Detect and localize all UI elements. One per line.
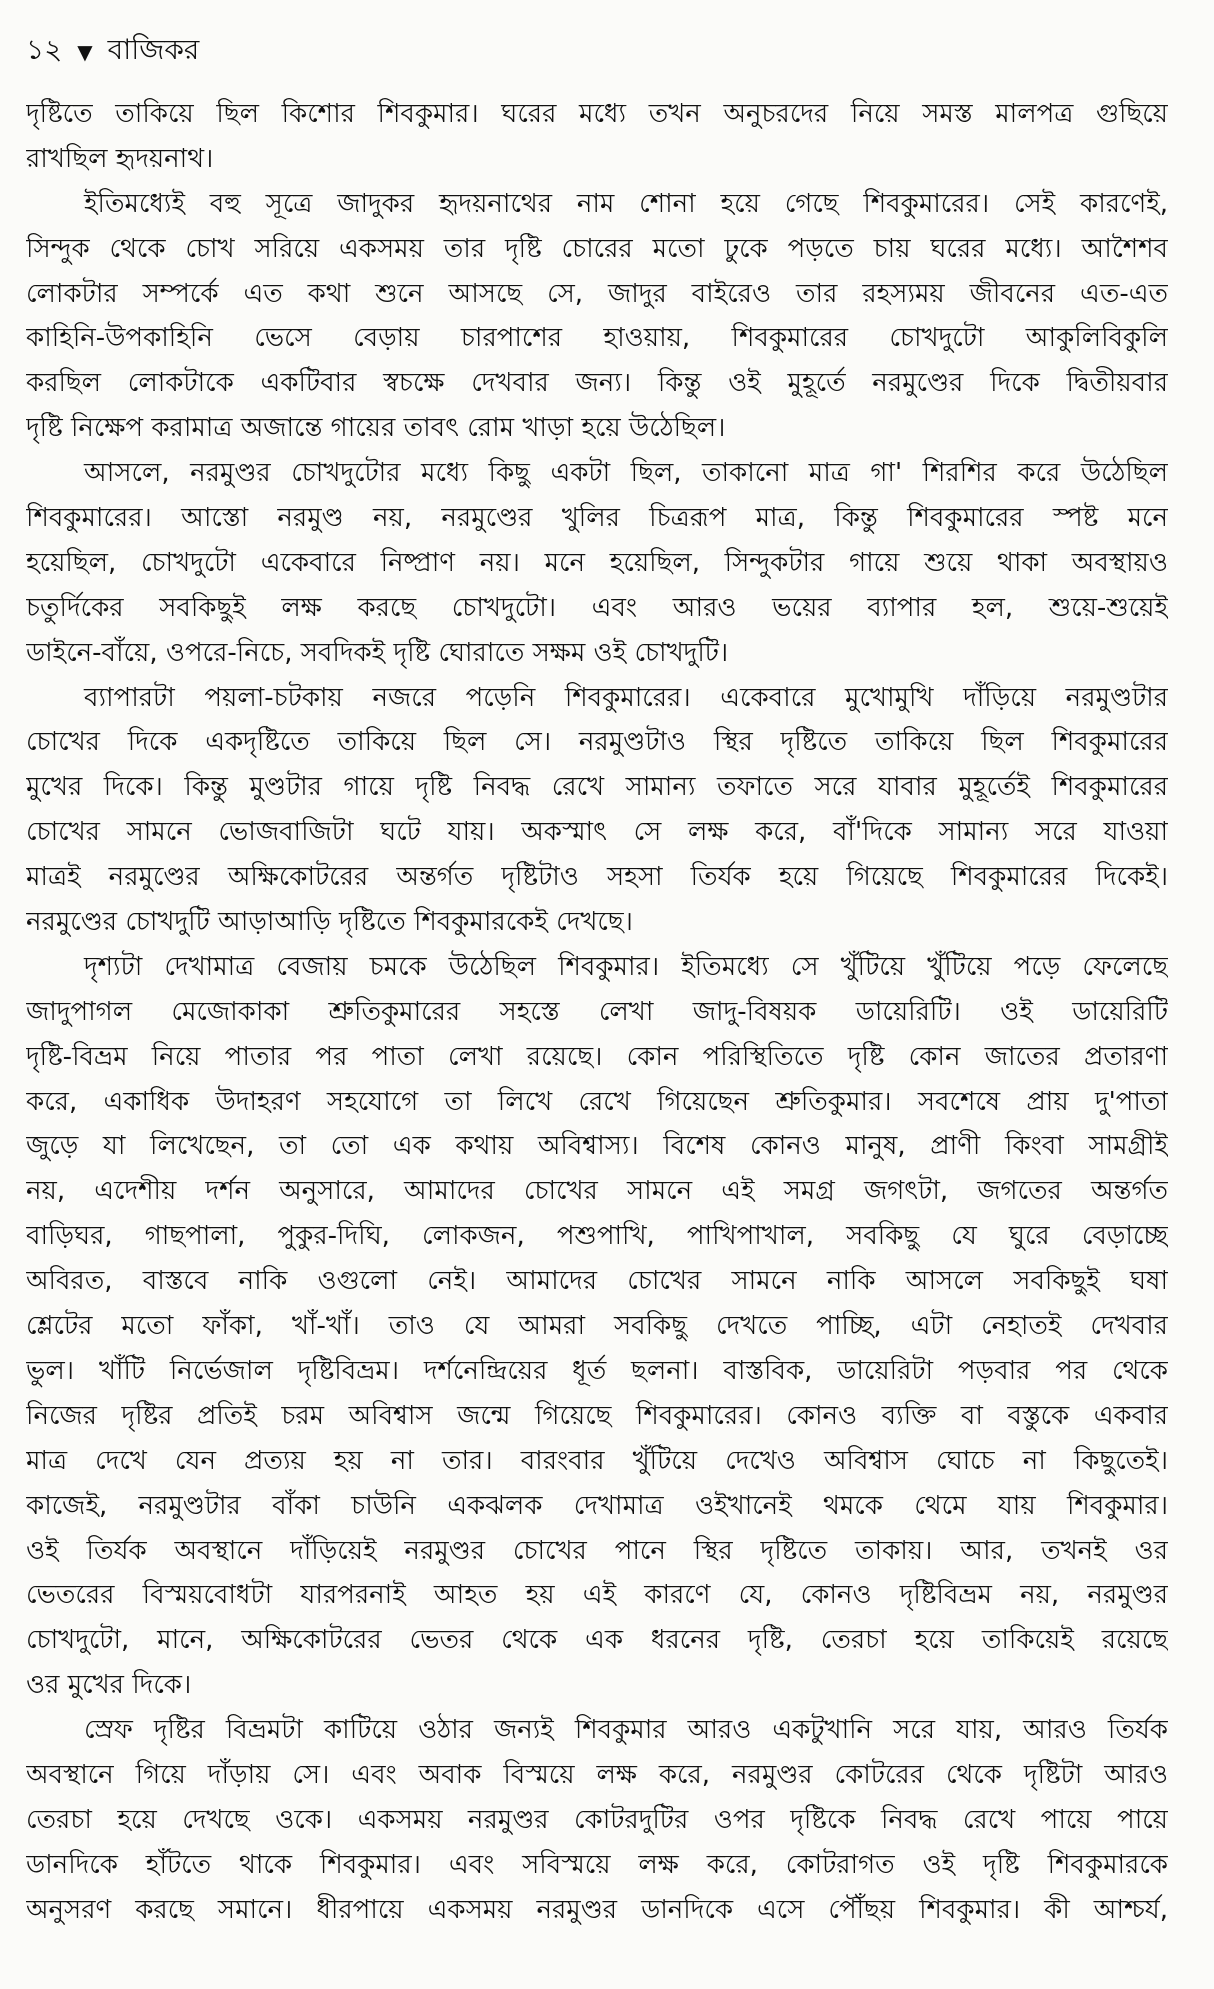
text-line: ব্যাপারটা পয়লা-চটকায় নজরে পড়েনি শিবকুমারের। একেবারে মুখোমুখি দাঁড়িয়ে নরমুণ্ডটার: [84, 682, 1168, 713]
text-line: কাহিনি-উপকাহিনি ভেসে বেড়ায় চারপাশের হাওয়ায়, শিবকুমারের চোখদুটো আকুলিবিকুলি: [26, 323, 1168, 354]
text-line: চোখের সামনে ভোজবাজিটা ঘটে যায়। অকস্মাৎ সে লক্ষ করে, বাঁ'দিকে সামান্য সরে যাওয়া: [26, 817, 1168, 848]
text-line: কাজেই, নরমুণ্ডটার বাঁকা চাউনি একঝলক দেখামাত্র ওইখানেই থমকে থেমে যায় শিবকুমার।: [26, 1490, 1168, 1521]
text-line: দৃশ্যটা দেখামাত্র বেজায় চমকে উঠেছিল শিবকুমার। ইতিমধ্যে সে খুঁটিয়ে খুঁটিয়ে পড়ে ফেলেছে: [84, 951, 1168, 982]
text-line: করছিল লোকটাকে একটিবার স্বচক্ষে দেখবার জন্য। কিন্তু ওই মুহূর্তে নরমুণ্ডের দিকে দ্বিতীয়বার: [26, 368, 1168, 399]
text-line: তেরচা হয়ে দেখছে ওকে। একসময় নরমুণ্ডর কোটরদুটির ওপর দৃষ্টিকে নিবদ্ধ রেখে পায়ে পায়ে: [26, 1804, 1168, 1835]
text-line: অবস্থানে গিয়ে দাঁড়ায় সে। এবং অবাক বিস্ময়ে লক্ষ করে, নরমুণ্ডর কোটরের থেকে দৃষ্টিটা আরও: [26, 1759, 1168, 1790]
text-line: জুড়ে যা লিখেছেন, তা তো এক কথায় অবিশ্বাস্য। বিশেষ কোনও মানুষ, প্রাণী কিংবা সামগ্রীই: [26, 1131, 1168, 1162]
page-number: ১২: [26, 33, 63, 66]
book-title: বাজিকর: [107, 33, 200, 66]
text-line: দৃষ্টি নিক্ষেপ করামাত্র অজান্তে গায়ের তাবৎ রোম খাড়া হয়ে উঠেছিল।: [26, 413, 726, 444]
text-line: রাখছিল হৃদয়নাথ।: [26, 143, 214, 174]
body-text: [26, 92, 1168, 1933]
text-line: অনুসরণ করছে সমানে। ধীরপায়ে একসময় নরমুণ্ডর ডানদিকে এসে পৌঁছয় শিবকুমার। কী আশ্চর্য,: [26, 1894, 1168, 1925]
text-line: আসলে, নরমুণ্ডর চোখদুটোর মধ্যে কিছু একটা ছিল, তাকানো মাত্র গা' শিরশির করে উঠেছিল: [84, 458, 1168, 489]
text-line: সিন্দুক থেকে চোখ সরিয়ে একসময় তার দৃষ্টি চোরের মতো ঢুকে পড়তে চায় ঘরের মধ্যে। আশৈশব: [26, 233, 1168, 264]
text-line: চতুর্দিকের সবকিছুই লক্ষ করছে চোখদুটো। এবং আরও ভয়ের ব্যাপার হল, শুয়ে-শুয়েই: [26, 592, 1168, 623]
text-line: মাত্র দেখে যেন প্রত্যয় হয় না তার। বারংবার খুঁটিয়ে দেখেও অবিশ্বাস ঘোচে না কিছুতেই।: [26, 1445, 1168, 1476]
text-line: চোখদুটো, মানে, অক্ষিকোটরের ভেতর থেকে এক ধরনের দৃষ্টি, তেরচা হয়ে তাকিয়েই রয়েছে: [26, 1625, 1168, 1656]
text-line: শিবকুমারের। আস্তো নরমুণ্ড নয়, নরমুণ্ডের খুলির চিত্ররূপ মাত্র, কিন্তু শিবকুমারের স্পষ্ট মনে: [26, 503, 1168, 534]
text-line: শ্লেটের মতো ফাঁকা, খাঁ-খাঁ। তাও যে আমরা সবকিছু দেখতে পাচ্ছি, এটা নেহাতই দেখবার: [26, 1311, 1168, 1342]
text-line: দৃষ্টি-বিভ্রম নিয়ে পাতার পর পাতা লেখা রয়েছে। কোন পরিস্থিতিতে দৃষ্টি কোন জাতের প্রতারণা: [26, 1041, 1168, 1072]
text-line: হয়েছিল, চোখদুটো একেবারে নিষ্প্রাণ নয়। মনে হয়েছিল, সিন্দুকটার গায়ে শুয়ে থাকা অবস্থায়ও: [26, 547, 1168, 578]
running-header: [26, 30, 199, 72]
text-line: ভেতরের বিস্ময়বোধটা যারপরনাই আহত হয় এই কারণে যে, কোনও দৃষ্টিবিভ্রম নয়, নরমুণ্ডর: [26, 1580, 1168, 1611]
text-line: ইতিমধ্যেই বহু সূত্রে জাদুকর হৃদয়নাথের নাম শোনা হয়ে গেছে শিবকুমারের। সেই কারণেই,: [84, 188, 1168, 219]
text-line: ভুল। খাঁটি নির্ভেজাল দৃষ্টিবিভ্রম। দর্শনেন্দ্রিয়ের ধূর্ত ছলনা। বাস্তবিক, ডায়েরিটা পড়বার পর থেকে: [26, 1355, 1168, 1386]
text-line: মাত্রই নরমুণ্ডের অক্ষিকোটরের অন্তর্গত দৃষ্টিটাও সহসা তির্যক হয়ে গিয়েছে শিবকুমারের দিকেই।: [26, 862, 1168, 893]
text-line: নরমুণ্ডের চোখদুটি আড়াআড়ি দৃষ্টিতে শিবকুমারকেই দেখছে।: [26, 907, 633, 938]
text-line: লোকটার সম্পর্কে এত কথা শুনে আসছে সে, জাদুর বাইরেও তার রহস্যময় জীবনের এত-এত: [26, 278, 1168, 309]
text-line: নিজের দৃষ্টির প্রতিই চরম অবিশ্বাস জন্মে গিয়েছে শিবকুমারের। কোনও ব্যক্তি বা বস্তুকে একবার: [26, 1400, 1168, 1431]
text-line: ডানদিকে হাঁটতে থাকে শিবকুমার। এবং সবিস্ময়ে লক্ষ করে, কোটরাগত ওই দৃষ্টি শিবকুমারকে: [26, 1849, 1168, 1880]
text-line: নয়, এদেশীয় দর্শন অনুসারে, আমাদের চোখের সামনে এই সমগ্র জগৎটা, জগতের অন্তর্গত: [26, 1176, 1168, 1207]
text-line: মুখের দিকে। কিন্তু মুণ্ডটার গায়ে দৃষ্টি নিবদ্ধ রেখে সামান্য তফাতে সরে যাবার মুহূর্তেই শিবকুমারের: [26, 772, 1168, 803]
text-line: চোখের দিকে একদৃষ্টিতে তাকিয়ে ছিল সে। নরমুণ্ডটাও স্থির দৃষ্টিতে তাকিয়ে ছিল শিবকুমারের: [26, 727, 1168, 758]
text-line: ওর মুখের দিকে।: [26, 1670, 192, 1701]
text-line: দৃষ্টিতে তাকিয়ে ছিল কিশোর শিবকুমার। ঘরের মধ্যে তখন অনুচরদের নিয়ে সমস্ত মালপত্র গুছিয়ে: [26, 99, 1168, 129]
text-line: স্রেফ দৃষ্টির বিভ্রমটা কাটিয়ে ওঠার জন্যই শিবকুমার আরও একটুখানি সরে যায়, আরও তির্যক: [84, 1715, 1168, 1746]
text-line: ওই তির্যক অবস্থানে দাঁড়িয়েই নরমুণ্ডর চোখের পানে স্থির দৃষ্টিতে তাকায়। আর, তখনই ওর: [26, 1535, 1168, 1566]
text-line: বাড়িঘর, গাছপালা, পুকুর-দিঘি, লোকজন, পশুপাখি, পাখিপাখাল, সবকিছু যে ঘুরে বেড়াচ্ছে: [26, 1221, 1168, 1252]
text-line: ডাইনে-বাঁয়ে, ওপরে-নিচে, সবদিকই দৃষ্টি ঘোরাতে সক্ষম ওই চোখদুটি।: [26, 637, 729, 668]
text-line: করে, একাধিক উদাহরণ সহযোগে তা লিখে রেখে গিয়েছেন শ্রুতিকুমার। সবশেষে প্রায় দু'পাতা: [26, 1086, 1168, 1117]
text-line: অবিরত, বাস্তবে নাকি ওগুলো নেই। আমাদের চোখের সামনে নাকি আসলে সবকিছুই ঘষা: [26, 1266, 1168, 1297]
text-line: জাদুপাগল মেজোকাকা শ্রুতিকুমারের সহস্তে লেখা জাদু-বিষয়ক ডায়েরিটি। ওই ডায়েরিটি: [26, 996, 1168, 1027]
triangle-down-icon: ▼: [77, 40, 93, 64]
